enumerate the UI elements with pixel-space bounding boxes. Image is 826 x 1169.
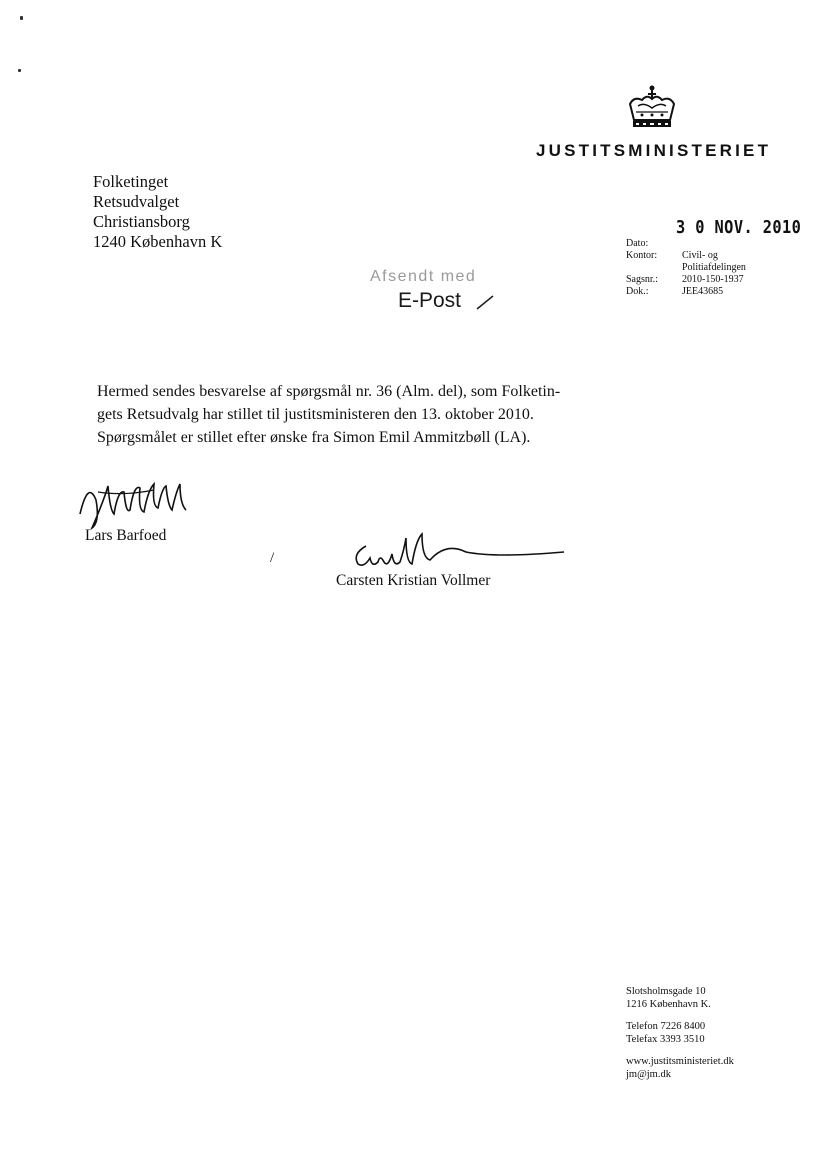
recipient-line: Retsudvalget bbox=[93, 192, 180, 211]
signature-carsten-kristian-vollmer bbox=[346, 528, 566, 574]
meta-label: Sagsnr.: bbox=[626, 274, 658, 285]
sent-stamp-line2: E-Post bbox=[398, 289, 462, 312]
date-stamp: 3 0 NOV. 2010 bbox=[676, 217, 802, 238]
meta-value: 2010-150-1937 bbox=[682, 274, 744, 285]
meta-value bbox=[682, 238, 782, 250]
meta-label: Kontor: bbox=[626, 250, 658, 261]
meta-label: Dato: bbox=[626, 238, 649, 249]
royal-crown-icon bbox=[624, 84, 680, 134]
meta-label: Dok.: bbox=[626, 286, 649, 297]
sent-stamp-line1: Afsendt med bbox=[370, 268, 477, 285]
recipient-line: Christiansborg bbox=[93, 212, 190, 231]
check-mark-icon bbox=[474, 292, 496, 312]
recipient-line: 1240 København K bbox=[93, 232, 223, 251]
address-line: 1216 København K. bbox=[626, 998, 711, 1010]
scan-speck bbox=[18, 69, 21, 72]
signatory-name: Carsten Kristian Vollmer bbox=[336, 572, 491, 589]
signatory-name: Lars Barfoed bbox=[85, 527, 167, 544]
ministry-name: JUSTITSMINISTERIET bbox=[536, 141, 772, 160]
meta-row-office bbox=[626, 250, 782, 274]
phone-line: Telefon 7226 8400 bbox=[626, 1021, 706, 1032]
meta-row-case-number bbox=[626, 274, 782, 286]
meta-row-document bbox=[626, 286, 782, 298]
body-line: gets Retsudvalg har stillet til justitsministeren den 13. oktober 2010. bbox=[97, 406, 534, 423]
email-link[interactable]: jm@jm.dk bbox=[626, 1068, 671, 1080]
fax-line: Telefax 3393 3510 bbox=[626, 1033, 705, 1045]
meta-value: JEE43685 bbox=[682, 286, 724, 297]
body-line: Hermed sendes besvarelse af spørgsmål nr. 36 (Alm. del), som Folketin- bbox=[97, 383, 561, 400]
recipient-address bbox=[93, 172, 222, 252]
letter-body bbox=[97, 380, 597, 449]
recipient-line: Folketinget bbox=[93, 172, 169, 191]
meta-value: Civil- og Politiafdelingen bbox=[682, 250, 746, 273]
address-line: Slotsholmsgade 10 bbox=[626, 986, 706, 997]
scan-speck bbox=[20, 16, 23, 20]
case-metadata bbox=[626, 238, 782, 298]
meta-row-date bbox=[626, 238, 782, 250]
ministry-contact-footer bbox=[626, 986, 734, 1081]
website-link[interactable]: www.justitsministeriet.dk bbox=[626, 1056, 734, 1067]
body-line: Spørgsmålet er stillet efter ønske fra Simon Emil Ammitzbøll (LA). bbox=[97, 429, 531, 446]
signature-separator: / bbox=[270, 550, 275, 566]
